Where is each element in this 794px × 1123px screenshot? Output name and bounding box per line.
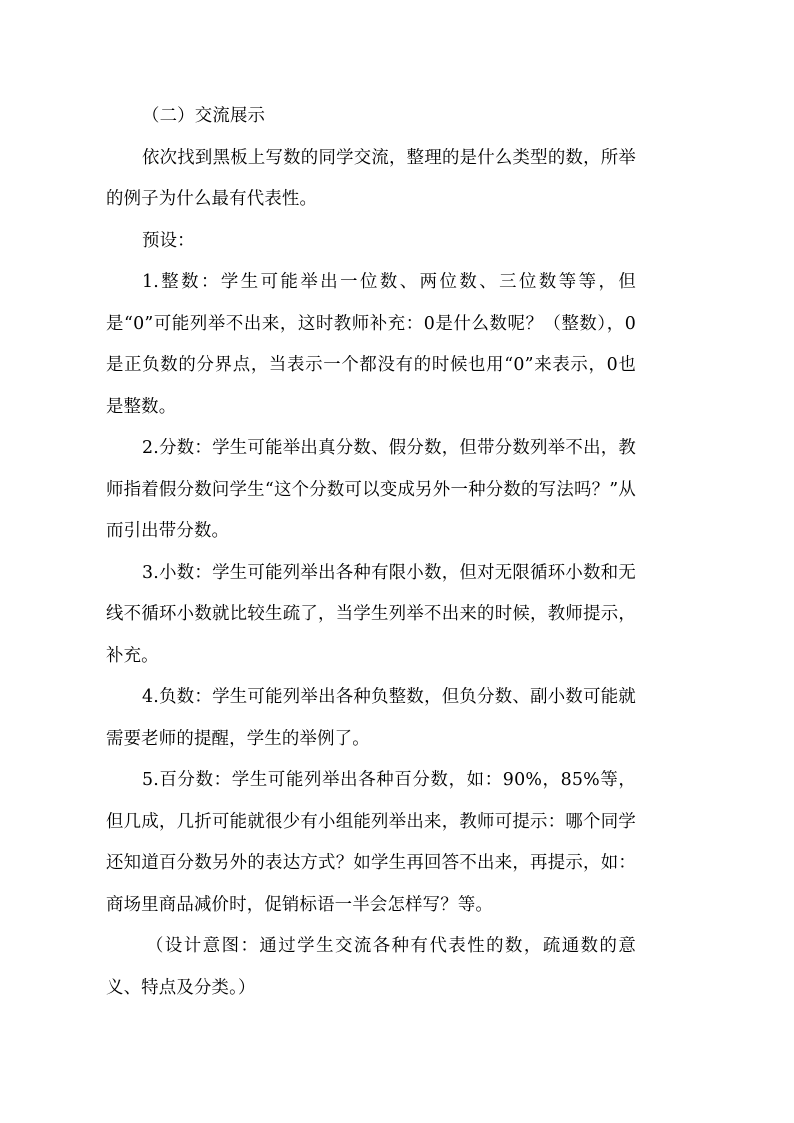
item-percent: 5.百分数：学生可能列举出各种百分数，如：90%，85%等，但几成，几折可能就很少有小组能列举出来，教师可提示：哪个同学还知道百分数另外的表达方式？如学生再回答不出来，再提示，如：商场里商品减价时，促销标语一半会怎样写？等。 bbox=[106, 770, 636, 915]
item-negative: 4.负数：学生可能列举出各种负整数，但负分数、副小数可能就需要老师的提醒，学生的举例了。 bbox=[106, 687, 636, 749]
item-decimal: 3.小数：学生可能列举出各种有限小数，但对无限循环小数和无线不循环小数就比较生疏了，当学生列举不出来的时候，教师提示，补充。 bbox=[106, 562, 636, 666]
item-integer: 1.整数：学生可能举出一位数、两位数、三位数等等，但是“0”可能列举不出来，这时教师补充：0是什么数呢？（整数），0是正负数的分界点，当表示一个都没有的时候也用“0”来表示，0也是整数。 bbox=[106, 272, 636, 417]
preset-label: 预设： bbox=[142, 230, 195, 251]
document-body bbox=[106, 96, 636, 1009]
section-heading: （二）交流展示 bbox=[142, 106, 266, 126]
intro-paragraph: 依次找到黑板上写数的同学交流，整理的是什么类型的数，所举的例子为什么最有代表性。 bbox=[106, 147, 636, 209]
item-fraction: 2.分数：学生可能举出真分数、假分数，但带分数列举不出，教师指着假分数问学生“这个分数可以变成另外一种分数的写法吗？”从而引出带分数。 bbox=[106, 438, 636, 541]
design-note: （设计意图：通过学生交流各种有代表性的数，疏通数的意义、特点及分类。） bbox=[106, 936, 636, 998]
